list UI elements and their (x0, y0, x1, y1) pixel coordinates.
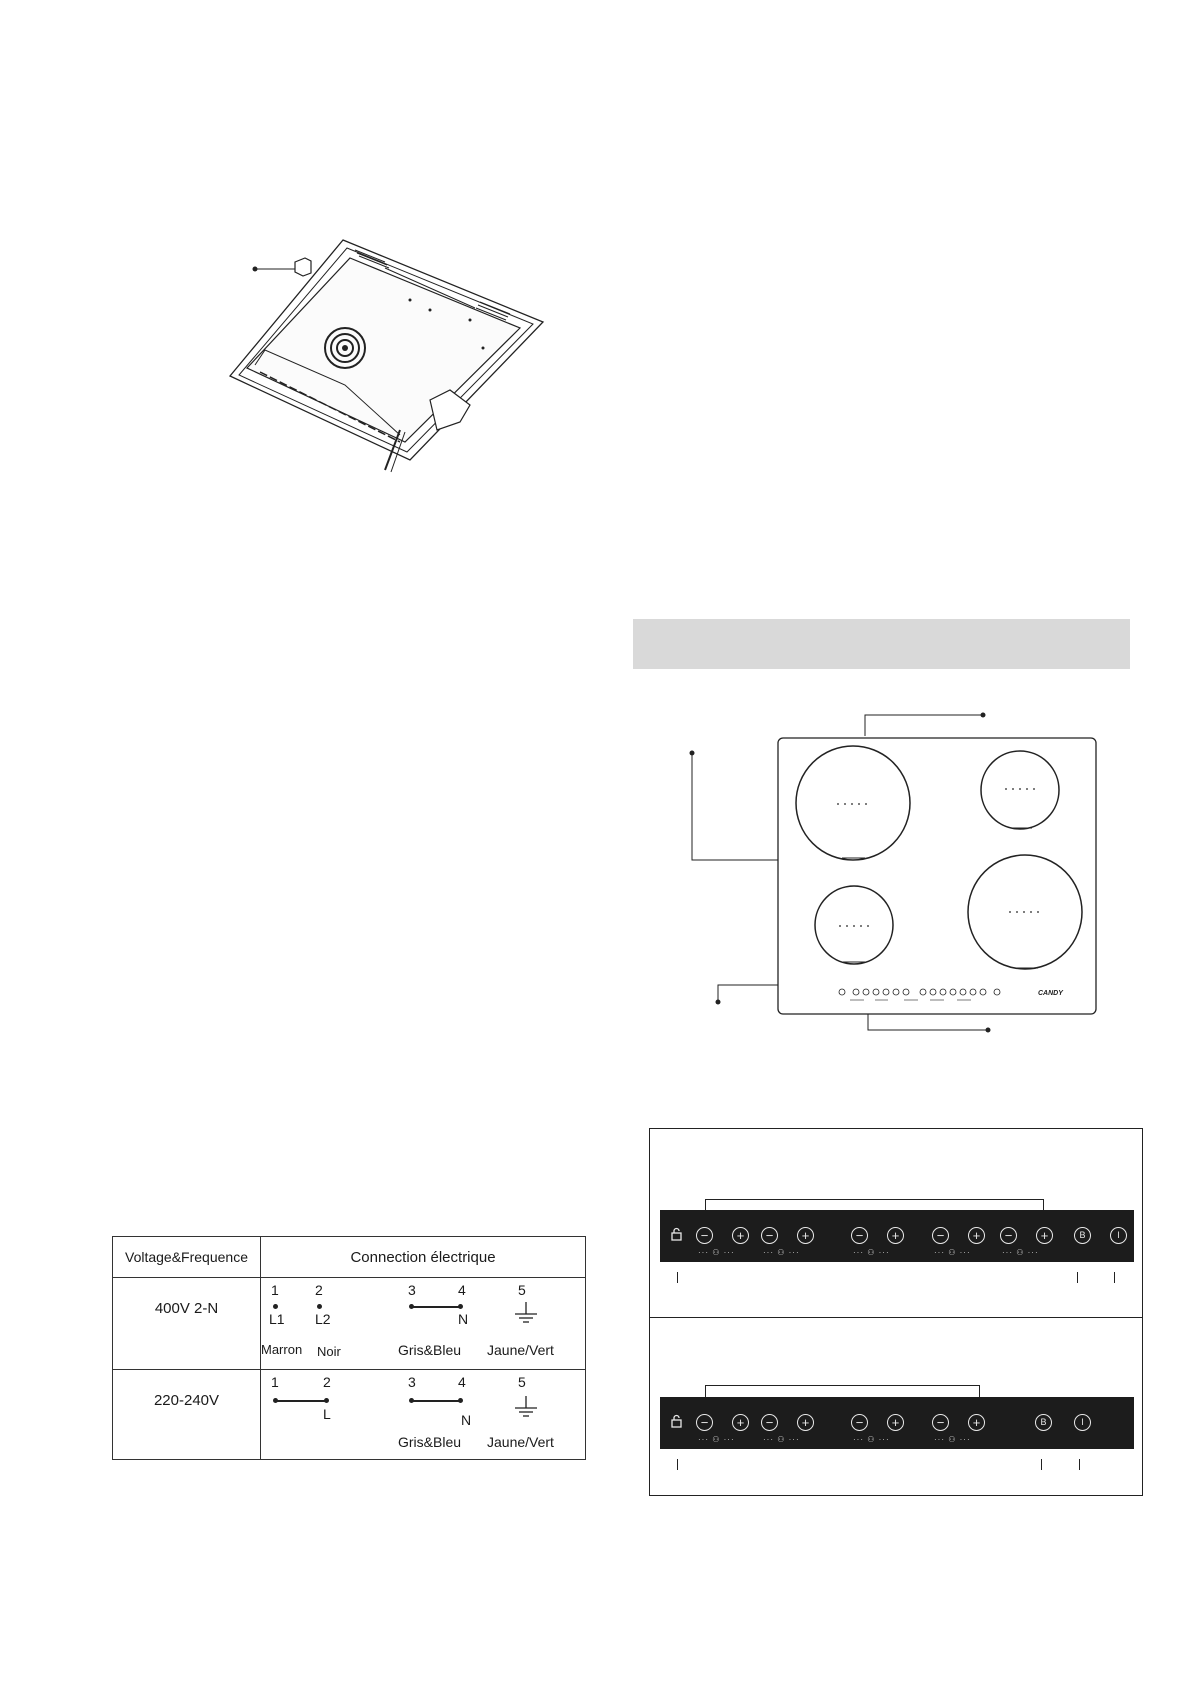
callout-tick (1041, 1459, 1042, 1470)
terminal-2: 2 (315, 1282, 323, 1299)
wire-color-jaune-vert: Jaune/Vert (487, 1434, 554, 1451)
zone-indicator-icon: ··· ⚇ ··· (763, 1248, 800, 1257)
hob-brand-logo: CANDY (1038, 990, 1063, 997)
zone-indicator-icon: ··· ⚇ ··· (934, 1248, 971, 1257)
control-panel-5-zones (660, 1210, 1134, 1262)
terminal-5: 5 (518, 1374, 526, 1391)
phase-l: L (323, 1406, 331, 1423)
bridge-line (411, 1400, 461, 1402)
zone-indicator-icon: ··· ⚇ ··· (853, 1248, 890, 1257)
hob-underside-illustration (225, 230, 555, 480)
terminal-dot (317, 1304, 322, 1309)
voltage-220-label: 220-240V (153, 1392, 220, 1410)
plus-button[interactable]: + (1036, 1227, 1053, 1244)
minus-button[interactable]: − (696, 1227, 713, 1244)
header-connection: Connection électrique (261, 1237, 586, 1278)
terminal-4: 4 (458, 1282, 466, 1299)
minus-button[interactable]: − (932, 1414, 949, 1431)
power-button[interactable]: I (1074, 1414, 1091, 1431)
zone-indicator-icon: ··· ⚇ ··· (853, 1435, 890, 1444)
terminal-4: 4 (458, 1374, 466, 1391)
terminal-1: 1 (271, 1374, 279, 1391)
minus-button[interactable]: − (851, 1414, 868, 1431)
plus-button[interactable]: + (968, 1227, 985, 1244)
callout-tick (1077, 1272, 1078, 1283)
minus-button[interactable]: − (932, 1227, 949, 1244)
lock-icon[interactable] (669, 1414, 684, 1429)
phase-l1: L1 (269, 1311, 285, 1328)
header-voltage: Voltage&Frequence (113, 1237, 261, 1278)
wire-color-noir: Noir (317, 1344, 341, 1360)
ground-icon (513, 1302, 539, 1328)
neutral-n: N (461, 1412, 472, 1429)
voltage-cell-400 (113, 1278, 261, 1370)
minus-button[interactable]: − (761, 1227, 778, 1244)
wire-color-gris-bleu: Gris&Bleu (398, 1434, 462, 1451)
zone-indicator-icon: ··· ⚇ ··· (934, 1435, 971, 1444)
plus-button[interactable]: + (732, 1414, 749, 1431)
plus-button[interactable]: + (732, 1227, 749, 1244)
terminal-1: 1 (271, 1282, 279, 1299)
zone-indicator-icon: ··· ⚇ ··· (1002, 1248, 1039, 1257)
control-panel-4-zones (660, 1397, 1134, 1449)
plus-button[interactable]: + (797, 1414, 814, 1431)
phase-l2: L2 (315, 1311, 331, 1328)
minus-button[interactable]: − (761, 1414, 778, 1431)
voltage-400-label: 400V 2-N (154, 1300, 219, 1318)
terminal-2: 2 (323, 1374, 331, 1391)
zone-indicator-icon: ··· ⚇ ··· (698, 1435, 735, 1444)
zone-indicator-icon: ··· ⚇ ··· (698, 1248, 735, 1257)
booster-button[interactable]: B (1074, 1227, 1091, 1244)
hob-top-view (670, 700, 1120, 1040)
wire-color-marron: Marron (261, 1342, 303, 1358)
terminal-dot (273, 1304, 278, 1309)
zone-indicator-icon: ··· ⚇ ··· (763, 1435, 800, 1444)
wire-color-jaune-vert: Jaune/Vert (487, 1342, 554, 1359)
wire-color-gris-bleu: Gris&Bleu (398, 1342, 462, 1359)
wiring-cell-400 (261, 1278, 586, 1370)
lock-icon[interactable] (669, 1227, 684, 1242)
plus-button[interactable]: + (968, 1414, 985, 1431)
wiring-400 (261, 1278, 585, 1368)
electrical-connection-table (112, 1236, 586, 1460)
voltage-cell-220 (113, 1370, 261, 1460)
minus-button[interactable]: − (1000, 1227, 1017, 1244)
plus-button[interactable]: + (797, 1227, 814, 1244)
power-button[interactable]: I (1110, 1227, 1127, 1244)
callout-tick (677, 1272, 678, 1283)
terminal-3: 3 (408, 1374, 416, 1391)
callout-tick (1079, 1459, 1080, 1470)
panel-divider (650, 1317, 1142, 1318)
minus-button[interactable]: − (851, 1227, 868, 1244)
ground-icon (513, 1396, 539, 1422)
neutral-n: N (458, 1311, 469, 1328)
plus-button[interactable]: + (887, 1414, 904, 1431)
wiring-cell-220 (261, 1370, 586, 1460)
callout-tick (677, 1459, 678, 1470)
plus-button[interactable]: + (887, 1227, 904, 1244)
zone-controls-bracket (705, 1385, 980, 1397)
booster-button[interactable]: B (1035, 1414, 1052, 1431)
wiring-220 (261, 1370, 585, 1458)
callout-tick (1114, 1272, 1115, 1283)
section-header-band (633, 619, 1130, 669)
terminal-3: 3 (408, 1282, 416, 1299)
terminal-5: 5 (518, 1282, 526, 1299)
minus-button[interactable]: − (696, 1414, 713, 1431)
bridge-line (275, 1400, 327, 1402)
bridge-line (411, 1306, 461, 1308)
